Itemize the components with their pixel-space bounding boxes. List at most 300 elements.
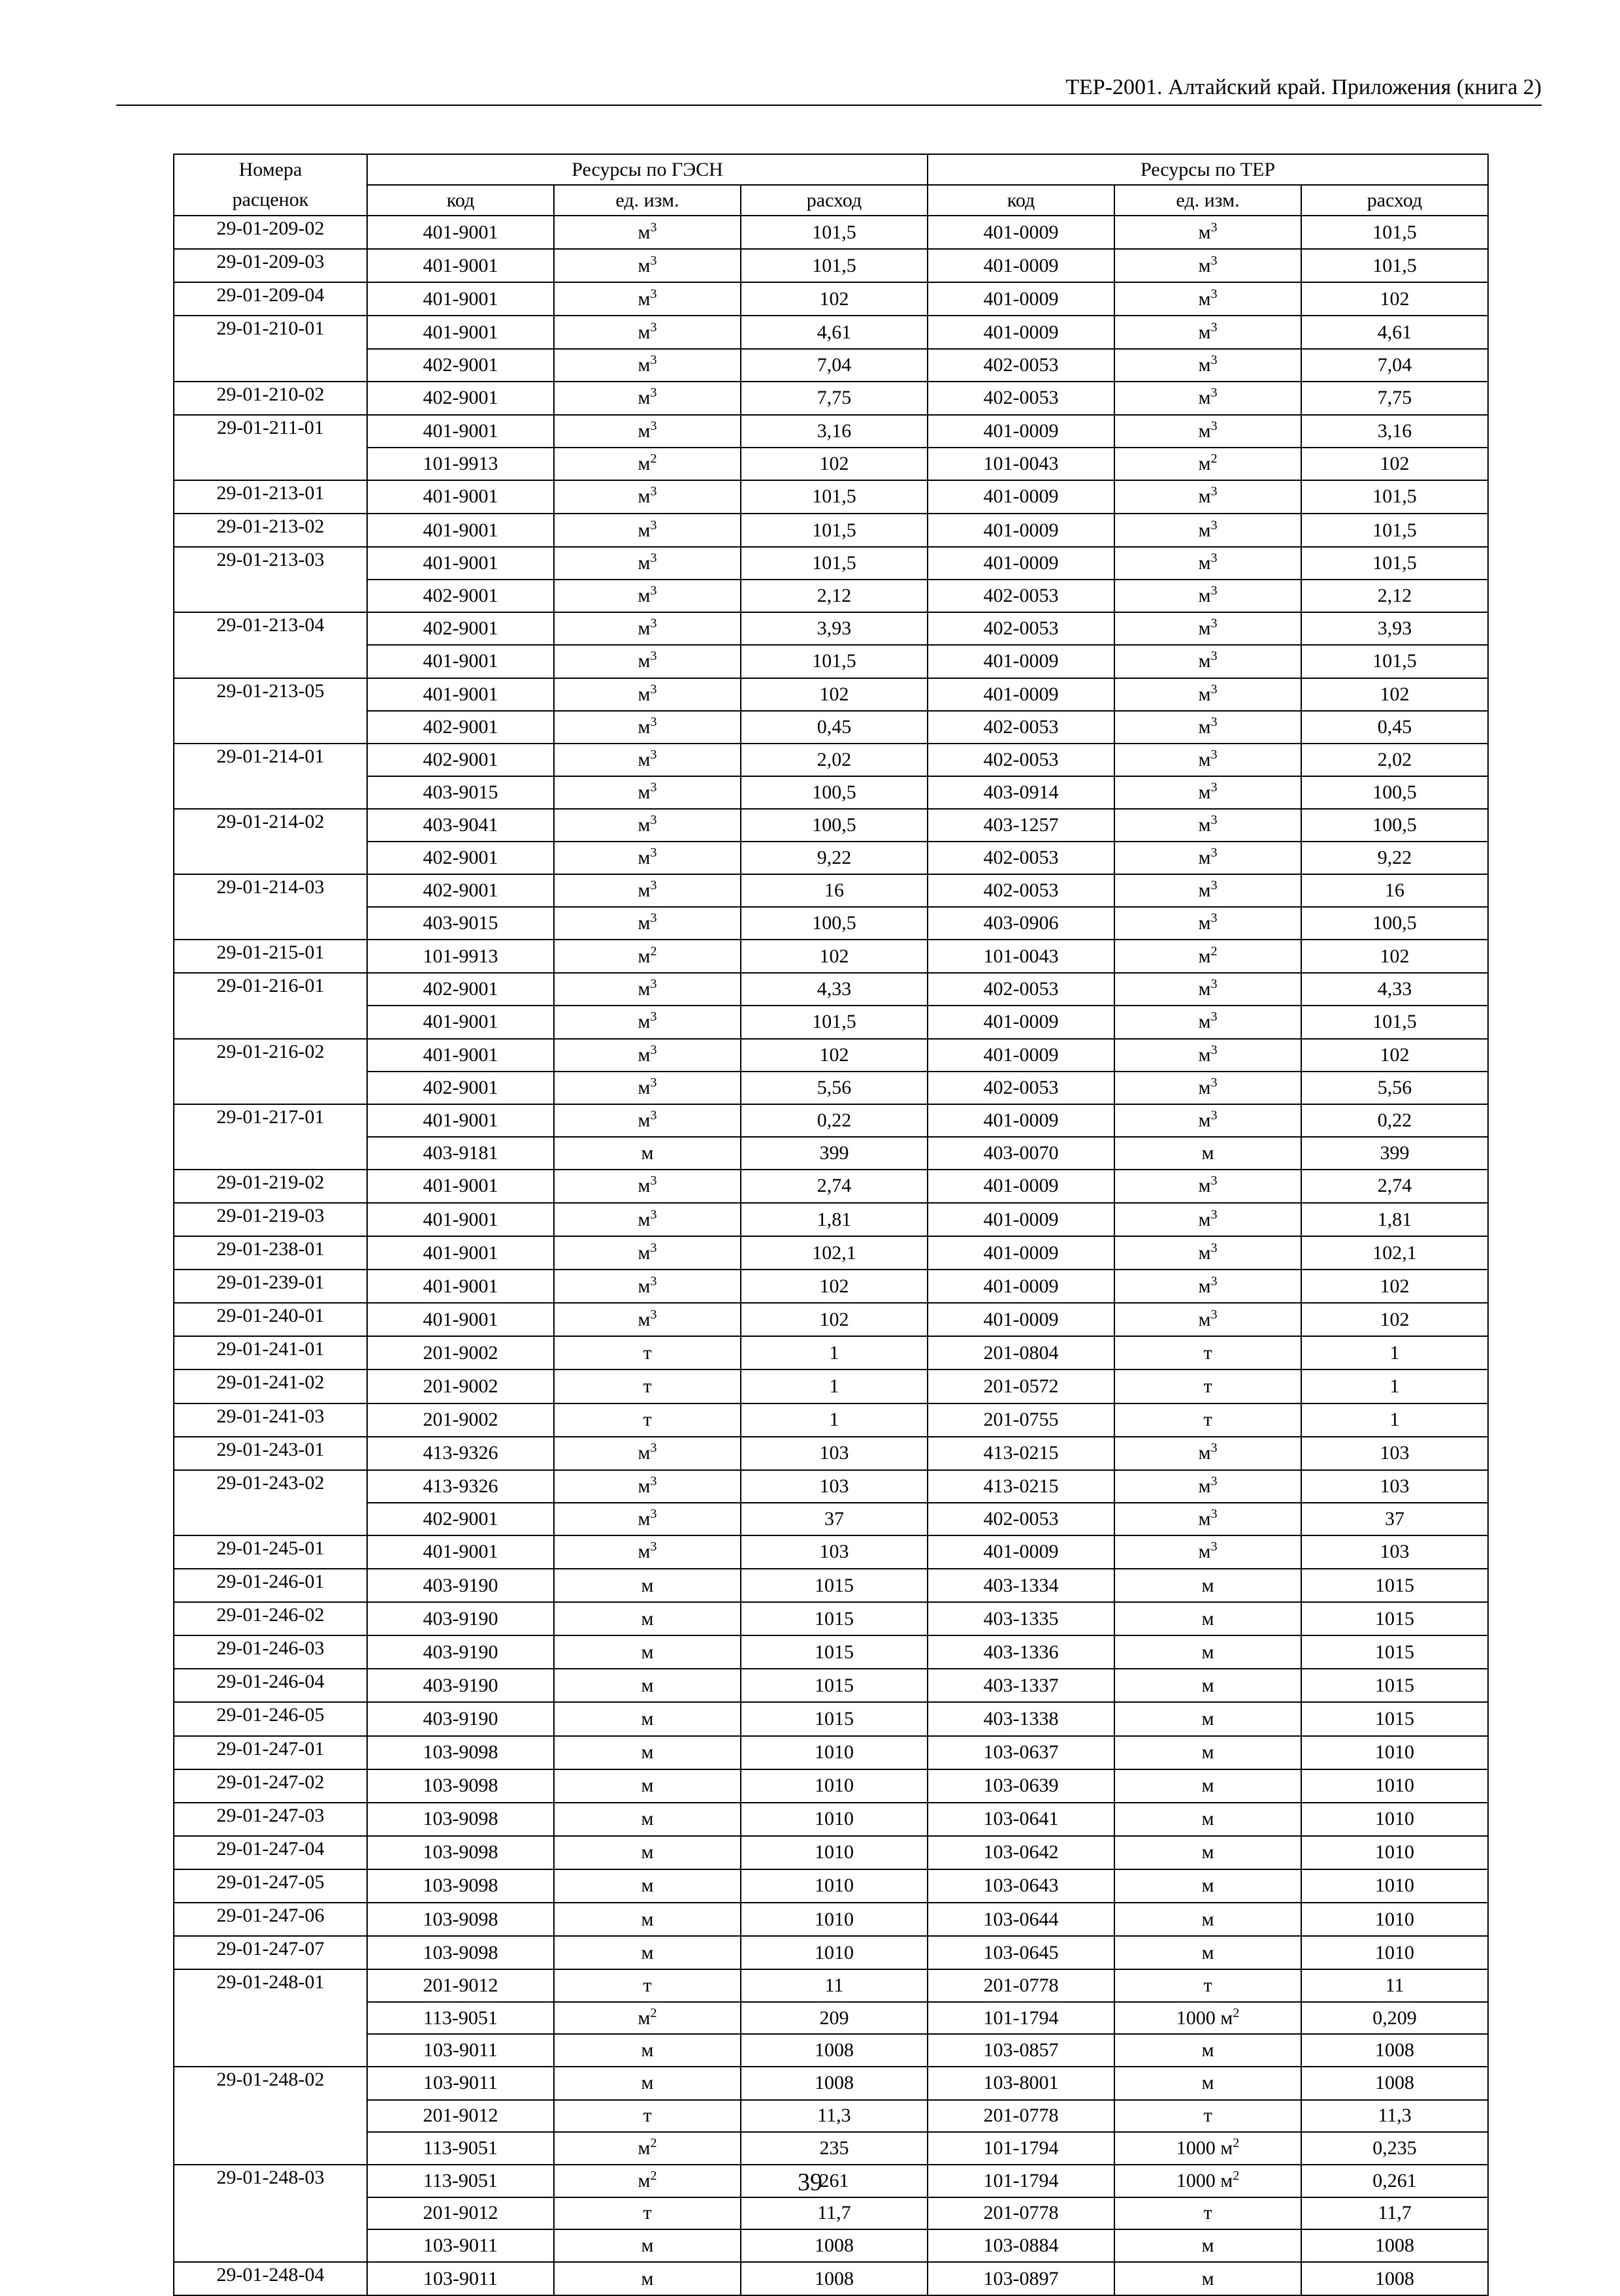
- gesn-code-cell: 402-9001: [367, 874, 554, 907]
- table-row: [174, 2197, 1488, 2229]
- ter-qty-cell: 1: [1301, 1336, 1488, 1369]
- unit-text: м: [1198, 879, 1211, 902]
- unit-text: м: [1198, 1109, 1211, 1131]
- gesn-qty-header: расход: [741, 185, 928, 216]
- rate-number-cell: 29-01-241-03: [174, 1403, 367, 1437]
- ter-qty-cell: 103: [1301, 1535, 1488, 1569]
- ter-qty-cell: 5,56: [1301, 1072, 1488, 1104]
- unit-text: м: [638, 879, 651, 902]
- rate-number-cell: 29-01-248-01: [174, 1969, 367, 2002]
- gesn-unit-cell: [554, 744, 741, 776]
- unit-text: м: [638, 353, 651, 376]
- unit-exponent: 3: [1210, 1075, 1218, 1090]
- gesn-unit-cell: [554, 1039, 741, 1072]
- ter-qty-cell: 1010: [1301, 1803, 1488, 1836]
- gesn-code-cell: 403-9181: [367, 1137, 554, 1170]
- gesn-unit-cell: [554, 678, 741, 711]
- gesn-qty-cell: 2,02: [741, 744, 928, 776]
- gesn-unit-cell: [554, 776, 741, 809]
- gesn-unit-cell: [554, 1903, 741, 1936]
- unit-exponent: 3: [1210, 1506, 1218, 1521]
- unit-text: м: [1198, 781, 1211, 803]
- unit-text: м: [638, 1275, 651, 1297]
- unit-exponent: 3: [650, 583, 657, 599]
- rate-number-cell: 29-01-246-04: [174, 1669, 367, 1702]
- gesn-qty-cell: 1010: [741, 1836, 928, 1869]
- gesn-qty-cell: 235: [741, 2132, 928, 2165]
- unit-text: т: [643, 1341, 652, 1364]
- ter-unit-cell: [1114, 940, 1301, 973]
- ter-unit-cell: [1114, 1869, 1301, 1903]
- ter-code-cell: 201-0572: [928, 1369, 1114, 1403]
- table-row: [174, 1969, 1488, 2002]
- gesn-unit-cell: [554, 645, 741, 678]
- table-row: [174, 1403, 1488, 1437]
- gesn-unit-cell: [554, 1303, 741, 1336]
- ter-code-cell: 403-1337: [928, 1669, 1114, 1702]
- unit-text: м: [638, 813, 651, 836]
- unit-exponent: 3: [1210, 977, 1218, 992]
- gesn-code-cell: 403-9190: [367, 1569, 554, 1602]
- ter-unit-cell: [1114, 1170, 1301, 1203]
- unit-exponent: 3: [650, 616, 657, 631]
- gesn-unit-cell: [554, 2067, 741, 2099]
- unit-exponent: 2: [650, 2005, 657, 2020]
- ter-qty-cell: 4,33: [1301, 973, 1488, 1006]
- ter-qty-cell: 1015: [1301, 1702, 1488, 1735]
- unit-exponent: 3: [650, 1273, 657, 1288]
- gesn-code-cell: 402-9001: [367, 612, 554, 645]
- unit-text: м: [641, 1941, 654, 1963]
- gesn-code-cell: 113-9051: [367, 2002, 554, 2034]
- table-row: [174, 1769, 1488, 1803]
- unit-text: м: [1201, 1707, 1214, 1730]
- rate-number-cell: 29-01-248-04: [174, 2262, 367, 2295]
- gesn-code-cell: 201-9002: [367, 1336, 554, 1369]
- ter-code-cell: 103-0642: [928, 1836, 1114, 1869]
- unit-text: м: [638, 650, 651, 672]
- unit-text: м: [1201, 1941, 1214, 1963]
- ter-code-cell: 403-1334: [928, 1569, 1114, 1602]
- ter-qty-cell: 1015: [1301, 1635, 1488, 1669]
- gesn-code-cell: 103-9098: [367, 1769, 554, 1803]
- table-row: [174, 1535, 1488, 1569]
- gesn-qty-cell: 7,04: [741, 349, 928, 382]
- ter-code-cell: 401-0009: [928, 514, 1114, 547]
- rate-number-cell: [174, 645, 367, 678]
- unit-text: м: [641, 2072, 654, 2094]
- unit-exponent: 3: [1210, 681, 1218, 697]
- unit-text: м: [638, 945, 651, 967]
- gesn-code-cell: 402-9001: [367, 973, 554, 1006]
- gesn-code-cell: 103-9098: [367, 1869, 554, 1903]
- ter-qty-cell: 4,61: [1301, 316, 1488, 348]
- rate-number-cell: 29-01-240-01: [174, 1303, 367, 1336]
- ter-code-cell: 103-0639: [928, 1769, 1114, 1803]
- unit-text: м: [1201, 1775, 1214, 1797]
- ter-code-cell: 401-0009: [928, 1303, 1114, 1336]
- unit-text: м: [641, 1574, 654, 1596]
- table-row: [174, 1569, 1488, 1602]
- ter-group-header: Ресурсы по ТЕР: [928, 154, 1488, 185]
- ter-unit-cell: [1114, 973, 1301, 1006]
- ter-qty-cell: 7,75: [1301, 382, 1488, 415]
- unit-text: 1000 м: [1176, 2007, 1233, 2029]
- gesn-qty-cell: 101,5: [741, 1006, 928, 1038]
- unit-exponent: 3: [650, 681, 657, 697]
- unit-text: м: [1198, 912, 1211, 934]
- unit-text: м: [1198, 683, 1211, 705]
- unit-text: м: [641, 1641, 654, 1663]
- gesn-qty-cell: 11,3: [741, 2100, 928, 2132]
- ter-qty-cell: 101,5: [1301, 514, 1488, 547]
- gesn-qty-cell: 102,1: [741, 1236, 928, 1270]
- table-row: [174, 316, 1488, 348]
- unit-exponent: 3: [650, 418, 657, 433]
- unit-text: м: [1198, 221, 1211, 243]
- ter-unit-cell: [1114, 1437, 1301, 1470]
- ter-qty-cell: 1010: [1301, 1869, 1488, 1903]
- ter-qty-cell: 103: [1301, 1470, 1488, 1503]
- unit-text: м: [638, 978, 651, 1000]
- ter-unit-cell: [1114, 776, 1301, 809]
- gesn-code-cell: 201-9012: [367, 2197, 554, 2229]
- ter-code-cell: 401-0009: [928, 1039, 1114, 1072]
- gesn-code-cell: 401-9001: [367, 1236, 554, 1270]
- rate-number-cell: 29-01-247-06: [174, 1903, 367, 1936]
- unit-text: м: [641, 1607, 654, 1630]
- ter-unit-cell: [1114, 1969, 1301, 2002]
- unit-text: м: [638, 254, 651, 276]
- unit-exponent: 2: [650, 2168, 657, 2183]
- ter-unit-header: ед. изм.: [1114, 185, 1301, 216]
- gesn-unit-cell: [554, 1336, 741, 1369]
- unit-text: м: [641, 1741, 654, 1763]
- ter-code-cell: 402-0053: [928, 842, 1114, 874]
- unit-text: м: [1198, 1541, 1211, 1563]
- table-row: [174, 216, 1488, 249]
- ter-code-cell: 402-0053: [928, 711, 1114, 744]
- gesn-unit-cell: [554, 1635, 741, 1669]
- ter-unit-cell: [1114, 1769, 1301, 1803]
- ter-unit-cell: [1114, 2034, 1301, 2067]
- rate-number-cell: 29-01-216-02: [174, 1039, 367, 1072]
- ter-unit-cell: [1114, 1836, 1301, 1869]
- gesn-code-cell: 401-9001: [367, 1203, 554, 1236]
- table-row: [174, 744, 1488, 776]
- unit-text: м: [641, 2267, 654, 2289]
- gesn-unit-cell: [554, 1137, 741, 1170]
- ter-unit-cell: [1114, 216, 1301, 249]
- gesn-unit-cell: [554, 1369, 741, 1403]
- unit-text: м: [638, 2169, 651, 2191]
- ter-code-cell: 401-0009: [928, 1535, 1114, 1569]
- unit-exponent: 3: [650, 812, 657, 827]
- gesn-unit-cell: [554, 514, 741, 547]
- gesn-unit-cell: [554, 809, 741, 842]
- unit-text: м: [1201, 2072, 1214, 2094]
- ter-code-cell: 402-0053: [928, 1503, 1114, 1535]
- ter-code-cell: 402-0053: [928, 973, 1114, 1006]
- ter-qty-cell: 16: [1301, 874, 1488, 907]
- unit-exponent: 3: [1210, 583, 1218, 599]
- unit-text: т: [1203, 2105, 1212, 2127]
- gesn-code-cell: 401-9001: [367, 514, 554, 547]
- ter-code-cell: 401-0009: [928, 216, 1114, 249]
- ter-unit-cell: [1114, 1039, 1301, 1072]
- gesn-unit-cell: [554, 1769, 741, 1803]
- numbers-header-bottom: расценок: [174, 185, 367, 216]
- unit-text: м: [638, 419, 651, 442]
- unit-text: м: [638, 1541, 651, 1563]
- gesn-unit-cell: [554, 973, 741, 1006]
- ter-qty-cell: 9,22: [1301, 842, 1488, 874]
- unit-text: м: [638, 847, 651, 869]
- table-row: [174, 415, 1488, 448]
- gesn-unit-cell: [554, 2229, 741, 2262]
- table-row: [174, 809, 1488, 842]
- gesn-unit-cell: [554, 2197, 741, 2229]
- table-row: [174, 2002, 1488, 2034]
- rate-number-cell: 29-01-248-02: [174, 2067, 367, 2099]
- rate-number-cell: [174, 1072, 367, 1104]
- gesn-code-cell: 401-9001: [367, 415, 554, 448]
- ter-unit-cell: [1114, 1669, 1301, 1702]
- table-row: [174, 1669, 1488, 1702]
- unit-text: м: [1201, 1841, 1214, 1863]
- unit-text: м: [1198, 321, 1211, 343]
- gesn-qty-cell: 261: [741, 2165, 928, 2197]
- ter-qty-cell: 102: [1301, 1270, 1488, 1303]
- gesn-qty-cell: 102: [741, 1270, 928, 1303]
- ter-unit-cell: [1114, 874, 1301, 907]
- gesn-unit-cell: [554, 1403, 741, 1437]
- ter-code-cell: 401-0009: [928, 678, 1114, 711]
- table-row: [174, 711, 1488, 744]
- ter-qty-cell: 101,5: [1301, 480, 1488, 514]
- ter-code-cell: 403-1338: [928, 1702, 1114, 1735]
- ter-code-cell: 402-0053: [928, 349, 1114, 382]
- ter-unit-cell: [1114, 316, 1301, 348]
- rate-number-cell: 29-01-213-05: [174, 678, 367, 711]
- ter-qty-cell: 7,04: [1301, 349, 1488, 382]
- gesn-code-cell: 402-9001: [367, 580, 554, 612]
- ter-qty-cell: 1010: [1301, 1936, 1488, 1969]
- table-row: [174, 645, 1488, 678]
- unit-exponent: 2: [650, 943, 657, 959]
- unit-text: т: [1203, 1375, 1212, 1398]
- unit-exponent: 3: [1210, 1441, 1218, 1456]
- gesn-qty-cell: 1008: [741, 2067, 928, 2099]
- ter-code-cell: 403-1336: [928, 1635, 1114, 1669]
- ter-unit-cell: [1114, 1303, 1301, 1336]
- unit-exponent: 3: [650, 1107, 657, 1123]
- ter-code-cell: 103-0645: [928, 1936, 1114, 1969]
- gesn-qty-cell: 1010: [741, 1936, 928, 1969]
- ter-code-cell: 403-1257: [928, 809, 1114, 842]
- unit-exponent: 3: [1210, 1240, 1218, 1255]
- gesn-qty-cell: 100,5: [741, 776, 928, 809]
- ter-qty-cell: 1015: [1301, 1602, 1488, 1635]
- unit-exponent: 3: [650, 484, 657, 499]
- gesn-unit-cell: [554, 282, 741, 316]
- gesn-unit-cell: [554, 382, 741, 415]
- gesn-code-cell: 403-9015: [367, 776, 554, 809]
- gesn-unit-cell: [554, 1803, 741, 1836]
- unit-text: м: [638, 1208, 651, 1230]
- gesn-unit-cell: [554, 1602, 741, 1635]
- unit-text: м: [638, 552, 651, 574]
- unit-text: т: [1203, 1975, 1212, 1997]
- table-row: [174, 514, 1488, 547]
- unit-text: т: [1203, 2202, 1212, 2224]
- unit-exponent: 3: [650, 1539, 657, 1554]
- ter-unit-cell: [1114, 282, 1301, 316]
- gesn-code-cell: 201-9002: [367, 1403, 554, 1437]
- rate-number-cell: 29-01-245-01: [174, 1535, 367, 1569]
- ter-code-cell: 201-0804: [928, 1336, 1114, 1369]
- gesn-qty-cell: 399: [741, 1137, 928, 1170]
- table-row: [174, 2262, 1488, 2295]
- gesn-code-cell: 201-9012: [367, 2100, 554, 2132]
- rate-number-cell: 29-01-214-01: [174, 744, 367, 776]
- gesn-qty-cell: 16: [741, 874, 928, 907]
- unit-exponent: 3: [650, 352, 657, 367]
- ter-code-cell: 401-0009: [928, 316, 1114, 348]
- unit-exponent: 3: [650, 845, 657, 861]
- unit-exponent: 3: [650, 1307, 657, 1322]
- unit-text: м: [1198, 813, 1211, 836]
- ter-unit-cell: [1114, 547, 1301, 580]
- gesn-unit-cell: [554, 249, 741, 282]
- unit-exponent: 3: [1210, 220, 1218, 235]
- gesn-unit-cell: [554, 940, 741, 973]
- ter-code-cell: 103-0884: [928, 2229, 1114, 2262]
- gesn-unit-cell: [554, 547, 741, 580]
- ter-code-cell: 101-0043: [928, 448, 1114, 480]
- gesn-code-cell: 413-9326: [367, 1470, 554, 1503]
- unit-text: м: [1198, 1241, 1211, 1264]
- gesn-unit-cell: [554, 1203, 741, 1236]
- ter-qty-cell: 102: [1301, 678, 1488, 711]
- gesn-code-cell: 113-9051: [367, 2132, 554, 2165]
- unit-exponent: 3: [1210, 649, 1218, 664]
- ter-unit-cell: [1114, 842, 1301, 874]
- unit-exponent: 3: [650, 1240, 657, 1255]
- ter-qty-cell: 101,5: [1301, 645, 1488, 678]
- gesn-unit-cell: [554, 1104, 741, 1137]
- table-row: [174, 1803, 1488, 1836]
- ter-qty-cell: 1: [1301, 1403, 1488, 1437]
- unit-exponent: 3: [1210, 484, 1218, 499]
- gesn-unit-cell: [554, 1470, 741, 1503]
- table-row: [174, 2034, 1488, 2067]
- unit-text: м: [1201, 2234, 1214, 2256]
- unit-text: м: [1198, 519, 1211, 541]
- unit-text: м: [1198, 847, 1211, 869]
- ter-qty-cell: 2,02: [1301, 744, 1488, 776]
- gesn-qty-cell: 102: [741, 1303, 928, 1336]
- ter-unit-cell: [1114, 1236, 1301, 1270]
- gesn-code-cell: 101-9913: [367, 940, 554, 973]
- unit-exponent: 3: [650, 714, 657, 729]
- ter-unit-cell: [1114, 1535, 1301, 1569]
- gesn-qty-cell: 1008: [741, 2034, 928, 2067]
- unit-exponent: 3: [650, 1207, 657, 1222]
- ter-qty-cell: 0,235: [1301, 2132, 1488, 2165]
- unit-text: м: [638, 1308, 651, 1330]
- unit-text: м: [638, 519, 651, 541]
- gesn-qty-cell: 1010: [741, 1869, 928, 1903]
- gesn-code-cell: 103-9098: [367, 1736, 554, 1769]
- table-row: [174, 1270, 1488, 1303]
- ter-unit-cell: [1114, 1270, 1301, 1303]
- unit-text: м: [638, 1507, 651, 1530]
- rate-number-cell: 29-01-243-02: [174, 1470, 367, 1503]
- gesn-unit-cell: [554, 874, 741, 907]
- gesn-code-cell: 103-9011: [367, 2262, 554, 2295]
- table-row: [174, 1503, 1488, 1535]
- rate-number-cell: [174, 776, 367, 809]
- unit-exponent: 3: [650, 649, 657, 664]
- unit-text: т: [1203, 1409, 1212, 1431]
- ter-unit-cell: [1114, 1137, 1301, 1170]
- ter-code-cell: 402-0053: [928, 612, 1114, 645]
- unit-text: м: [638, 452, 651, 474]
- rate-number-cell: 29-01-217-01: [174, 1104, 367, 1137]
- gesn-code-cell: 401-9001: [367, 216, 554, 249]
- ter-code-cell: 101-1794: [928, 2002, 1114, 2034]
- ter-qty-cell: 103: [1301, 1437, 1488, 1470]
- rate-number-cell: [174, 580, 367, 612]
- gesn-code-cell: 103-9098: [367, 1903, 554, 1936]
- unit-exponent: 3: [650, 286, 657, 301]
- gesn-unit-cell: [554, 216, 741, 249]
- gesn-unit-cell: [554, 1535, 741, 1569]
- table-row: [174, 1437, 1488, 1470]
- table-body: [174, 216, 1488, 2295]
- gesn-qty-cell: 1015: [741, 1602, 928, 1635]
- unit-text: м: [1201, 2039, 1214, 2061]
- rate-number-cell: 29-01-246-02: [174, 1602, 367, 1635]
- gesn-code-cell: 401-9001: [367, 316, 554, 348]
- gesn-qty-cell: 101,5: [741, 216, 928, 249]
- rate-number-cell: 29-01-241-01: [174, 1336, 367, 1369]
- unit-text: м: [1198, 287, 1211, 310]
- ter-qty-cell: 0,209: [1301, 2002, 1488, 2034]
- gesn-unit-cell: [554, 907, 741, 940]
- page-header: [116, 71, 1542, 106]
- gesn-unit-cell: [554, 842, 741, 874]
- unit-exponent: 3: [1210, 1473, 1218, 1488]
- gesn-qty-cell: 4,33: [741, 973, 928, 1006]
- gesn-qty-cell: 102: [741, 678, 928, 711]
- gesn-qty-cell: 101,5: [741, 249, 928, 282]
- ter-code-cell: 403-0914: [928, 776, 1114, 809]
- unit-text: м: [1201, 1607, 1214, 1630]
- unit-text: м: [638, 2007, 651, 2029]
- ter-unit-cell: [1114, 1006, 1301, 1038]
- unit-exponent: 2: [1210, 451, 1218, 466]
- gesn-qty-cell: 0,22: [741, 1104, 928, 1137]
- unit-exponent: 2: [650, 2135, 657, 2150]
- ter-code-cell: 402-0053: [928, 580, 1114, 612]
- ter-code-cell: 103-0897: [928, 2262, 1114, 2295]
- unit-text: м: [641, 2234, 654, 2256]
- table-row: [174, 282, 1488, 316]
- rate-number-cell: 29-01-209-03: [174, 249, 367, 282]
- rate-number-cell: 29-01-243-01: [174, 1437, 367, 1470]
